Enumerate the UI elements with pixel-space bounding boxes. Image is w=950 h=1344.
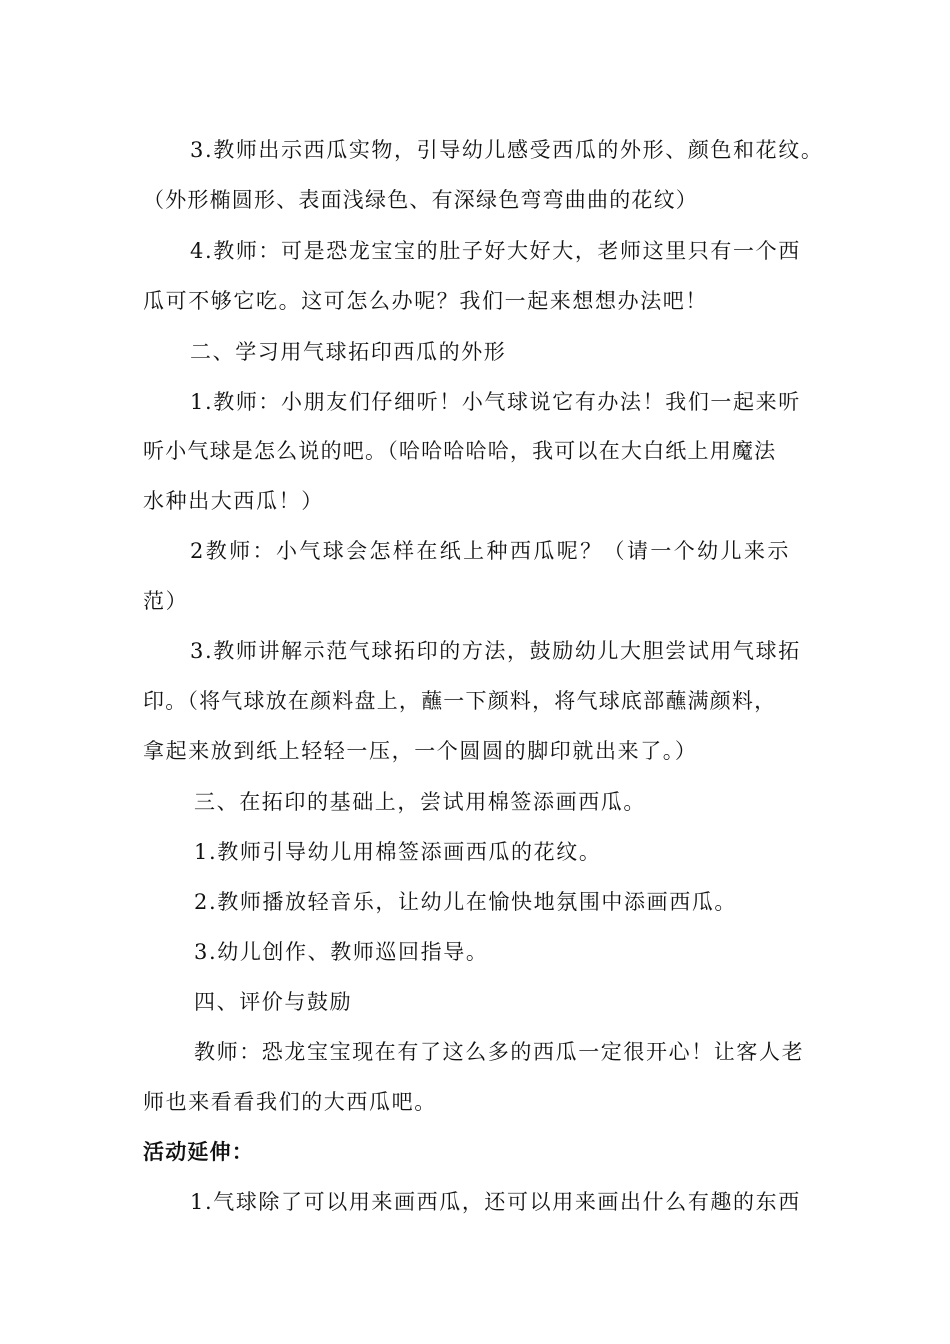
paragraph-line-s3-step2: 2.教师播放轻音乐，让幼儿在愉快地氛围中添画西瓜。	[194, 890, 738, 914]
paragraph-line-step4-start: 4.教师：可是恐龙宝宝的肚子好大好大，老师这里只有一个西	[190, 239, 801, 263]
paragraph-line-s2-step1-start: 1.教师：小朋友们仔细听！小气球说它有办法！我们一起来听	[190, 390, 801, 414]
paragraph-line-s2-step3-start: 3.教师讲解示范气球拓印的方法，鼓励幼儿大胆尝试用气球拓	[190, 639, 801, 663]
paragraph-line-observe-note: （外形椭圆形、表面浅绿色、有深绿色弯弯曲曲的花纹）	[143, 188, 698, 212]
paragraph-line-step3-observe: 3.教师出示西瓜实物，引导幼儿感受西瓜的外形、颜色和花纹。	[190, 138, 824, 162]
section-heading-2: 二、学习用气球拓印西瓜的外形	[190, 340, 507, 364]
paragraph-line-step4-end: 瓜可不够它吃。这可怎么办呢？我们一起来想想办法吧！	[143, 289, 708, 313]
section-heading-4: 四、评价与鼓励	[194, 990, 353, 1014]
paragraph-line-s4-start: 教师：恐龙宝宝现在有了这么多的西瓜一定很开心！让客人老	[194, 1040, 805, 1064]
paragraph-line-s2-step3-end: 拿起来放到纸上轻轻一压，一个圆圆的脚印就出来了。）	[143, 739, 698, 763]
paragraph-line-s2-step1-end: 水种出大西瓜！）	[143, 489, 324, 513]
paragraph-line-s2-step2-start: 2教师：小气球会怎样在纸上种西瓜呢？（请一个幼儿来示	[190, 539, 791, 563]
paragraph-line-s2-step1-mid: 听小气球是怎么说的吧。（哈哈哈哈哈，我可以在大白纸上用魔法	[143, 439, 777, 463]
paragraph-line-s2-step2-end: 范）	[143, 589, 189, 613]
paragraph-line-s4-end: 师也来看看我们的大西瓜吧。	[143, 1090, 437, 1114]
paragraph-line-s3-step1: 1.教师引导幼儿用棉签添画西瓜的花纹。	[194, 840, 602, 864]
paragraph-line-s2-step3-mid: 印。（将气球放在颜料盘上，蘸一下颜料，将气球底部蘸满颜料，	[143, 689, 777, 713]
paragraph-line-s3-step3: 3.幼儿创作、教师巡回指导。	[194, 940, 489, 964]
paragraph-line-extension-step1: 1.气球除了可以用来画西瓜，还可以用来画出什么有趣的东西	[190, 1190, 801, 1214]
section-heading-3: 三、在拓印的基础上，尝试用棉签添画西瓜。	[194, 790, 646, 814]
section-heading-extension: 活动延伸：	[143, 1140, 254, 1164]
